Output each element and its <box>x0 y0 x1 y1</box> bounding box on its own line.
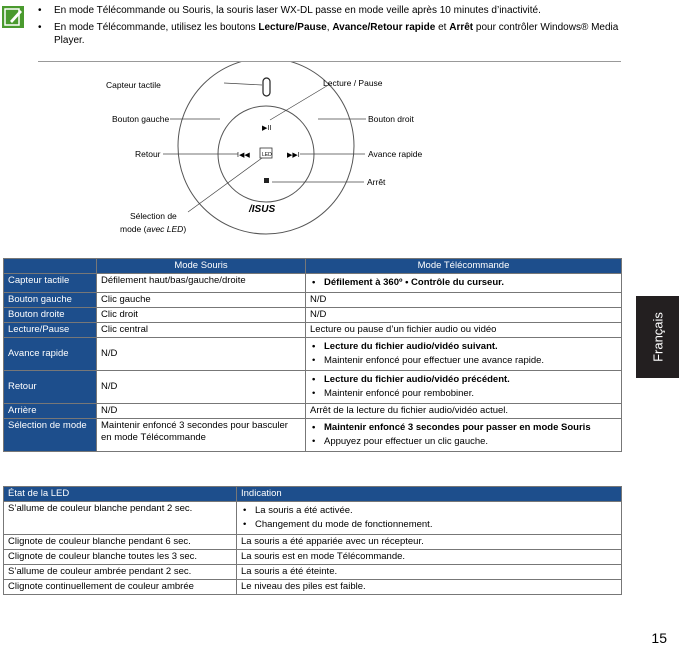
page-number: 15 <box>651 630 667 646</box>
table-row: S’allume de couleur ambrée pendant 2 sec. La souris a été éteinte. <box>4 565 622 580</box>
label-arret: Arrêt <box>367 177 386 187</box>
label-selection-2: mode (avec LED) <box>120 224 187 234</box>
table-row: Capteur tactile Défilement haut/bas/gauche/droite • Défilement à 360º • Contrôle du curseur. <box>4 274 622 293</box>
label-bouton-gauche: Bouton gauche <box>112 114 170 124</box>
table-row: Bouton gauche Clic gauche N/D <box>4 293 622 308</box>
note-item: • En mode Télécommande ou Souris, la souris laser WX-DL passe en mode veille après 10 minutes d’inactivité. <box>38 4 621 17</box>
table-row: Retour N/D • Lecture du fichier audio/vidéo précédent. • Maintenir enfoncé pour rembobiner. <box>4 371 622 404</box>
language-tab: Français <box>636 296 679 378</box>
functions-table <box>3 258 622 452</box>
stop-icon <box>264 178 269 183</box>
rewind-icon: I◀◀ <box>237 152 250 159</box>
table-row: Sélection de mode Maintenir enfoncé 3 secondes pour basculer en mode Télécommande • Maintenir enfoncé 3 secondes pour passer en mode Souris • Appuyez pour effectuer un clic gauche. <box>4 419 622 452</box>
notes-block <box>38 4 621 51</box>
table-row: Avance rapide N/D • Lecture du fichier audio/vidéo suivant. • Maintenir enfoncé pour effectuer une avance rapide. <box>4 338 622 371</box>
label-bouton-droit: Bouton droit <box>368 114 414 124</box>
asus-logo: /ISUS <box>249 204 276 215</box>
note-pencil-icon <box>2 6 24 28</box>
table-header-row <box>4 487 622 502</box>
table-header-row <box>4 259 622 274</box>
header-cell: Indication <box>237 487 622 502</box>
table-row: Clignote de couleur blanche toutes les 3 sec. La souris est en mode Télécommande. <box>4 550 622 565</box>
header-cell <box>4 259 97 274</box>
table-row: Clignote de couleur blanche pendant 6 sec. La souris a été appariée avec un récepteur. <box>4 535 622 550</box>
header-cell: Mode Souris <box>97 259 306 274</box>
note-item: • En mode Télécommande, utilisez les boutons Lecture/Pause, Avance/Retour rapide et Arrêt pour contrôler Windows® Media Player. <box>38 21 621 47</box>
label-retour: Retour <box>135 149 161 159</box>
table-row: Clignote continuellement de couleur ambrée Le niveau des piles est faible. <box>4 580 622 595</box>
label-capteur-tactile: Capteur tactile <box>106 80 161 90</box>
label-avance-rapide: Avance rapide <box>368 149 423 159</box>
fast-forward-icon: ▶▶I <box>287 152 300 159</box>
table-row: Lecture/Pause Clic central Lecture ou pause d’un fichier audio ou vidéo <box>4 323 622 338</box>
table-row: S’allume de couleur blanche pendant 2 sec. • La souris a été activée. • Changement du mode de fonctionnement. <box>4 502 622 535</box>
header-cell: État de la LED <box>4 487 237 502</box>
table-row: Arrière N/D Arrêt de la lecture du fichier audio/vidéo actuel. <box>4 404 622 419</box>
label-lecture-pause: Lecture / Pause <box>323 78 383 88</box>
play-pause-icon: ▶II <box>262 125 272 132</box>
label-selection-1: Sélection de <box>130 211 177 221</box>
scroll-sensor <box>263 78 270 96</box>
led-status-table <box>3 486 622 595</box>
led-center-label: LED <box>262 152 272 158</box>
header-cell: Mode Télécommande <box>306 259 622 274</box>
table-row: Bouton droite Clic droit N/D <box>4 308 622 323</box>
mouse-diagram <box>0 62 679 242</box>
